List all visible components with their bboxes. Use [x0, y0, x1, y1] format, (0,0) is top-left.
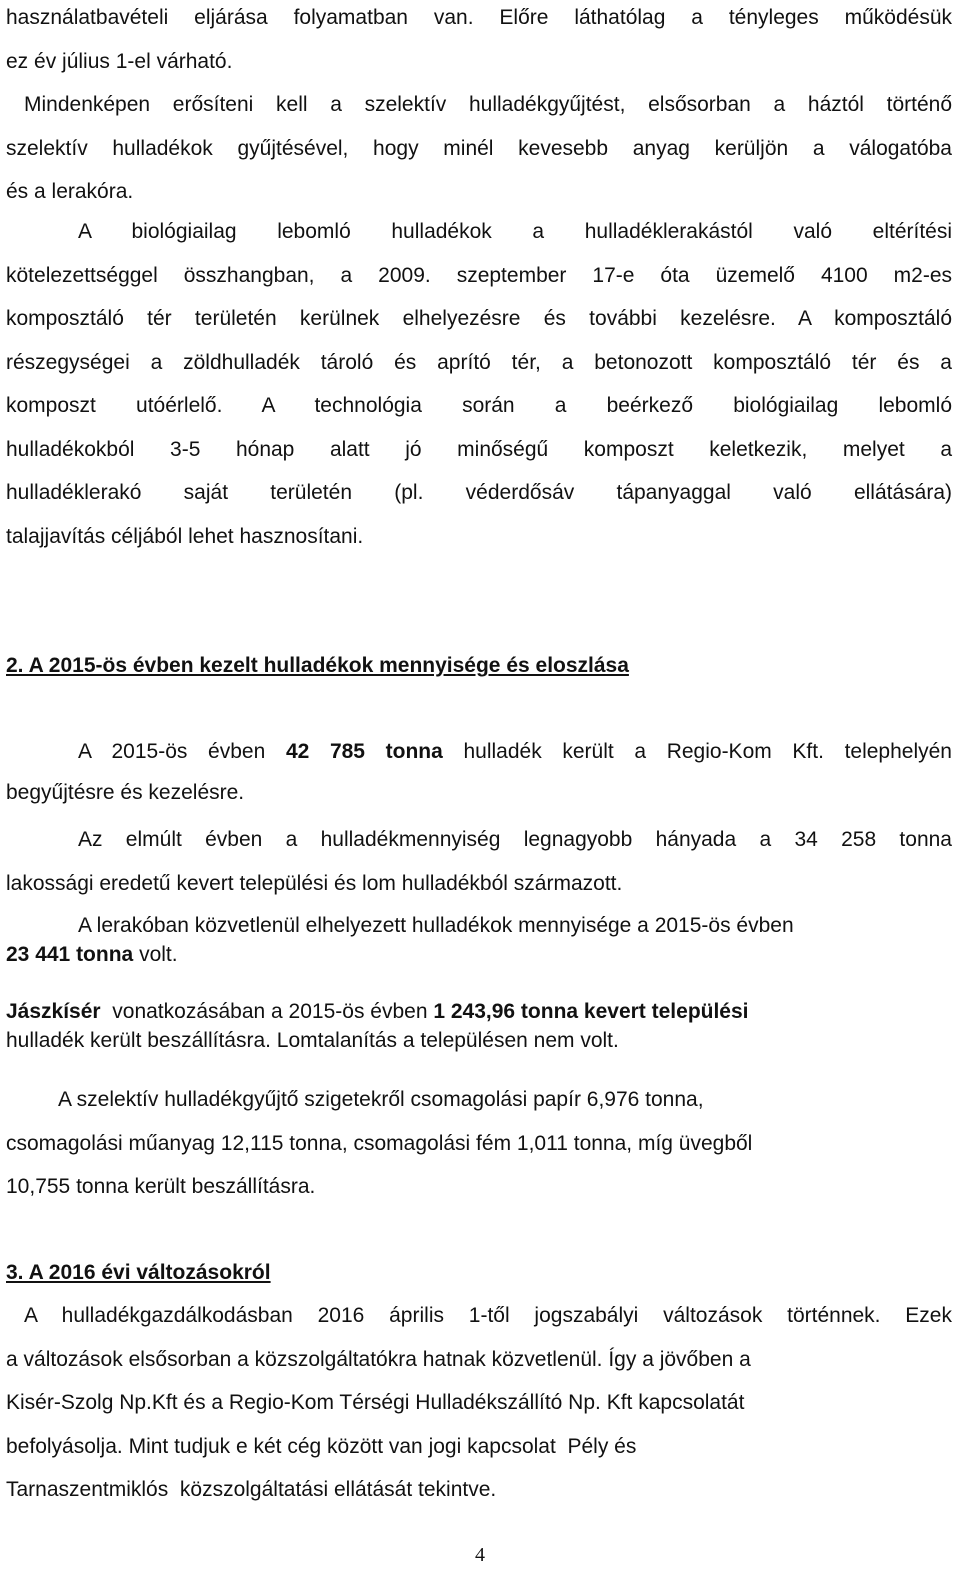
- paragraph-selective-islands: [6, 1082, 952, 1213]
- section-3-heading: 3. A 2016 évi változásokról: [6, 1261, 271, 1284]
- page-number: 4: [475, 1544, 485, 1566]
- text-line: [6, 941, 952, 970]
- text-line: csomagolási műanyag 12,115 tonna, csomagolási fém 1,011 tonna, míg üvegből: [6, 1131, 753, 1155]
- text-line: szelektív hulladékok gyűjtésével, hogy minél kevesebb anyag kerüljön a válogatóba: [6, 136, 952, 160]
- text-line: komposzt utóérlelő. A technológia során a beérkező biológiailag lebomló: [6, 394, 952, 417]
- text-line: A szelektív hulladékgyűjtő szigetekről csomagolási papír 6,976 tonna,: [58, 1088, 704, 1111]
- text-line: A biológiailag lebomló hulladékok a hulladéklerakástól való eltérítési: [78, 220, 952, 243]
- text-line: használatbavételi eljárása folyamatban van. Előre láthatólag a tényleges működésük: [6, 6, 952, 29]
- text-line: komposztáló tér területén kerülnek elhelyezésre és további kezelésre. A komposztáló: [6, 307, 952, 330]
- paragraph-2015-total: [6, 734, 952, 818]
- landfilled-tonnage: 23 441 tonna: [6, 943, 134, 966]
- text-line: és a lerakóra.: [6, 180, 134, 203]
- text-line: kötelezettséggel összhangban, a 2009. szeptember 17-e óta üzemelő 4100 m2-es: [6, 263, 952, 287]
- text-line: A lerakóban közvetlenül elhelyezett hulladékok mennyisége a 2015-ös évben: [78, 914, 794, 937]
- section-2-heading: 2. A 2015-ös évben kezelt hulladékok mennyisége és eloszlása: [6, 654, 629, 677]
- paragraph-composting: [6, 214, 952, 562]
- text-line: részegységei a zöldhulladék tároló és aprító tér, a betonozott komposztáló tér és a: [6, 350, 952, 374]
- text-line: hulladék került beszállításra. Lomtalanítás a településen nem volt.: [6, 1029, 619, 1052]
- settlement-tonnage: 1 243,96 tonna kevert települési: [433, 1000, 749, 1023]
- text-line: begyűjtésre és kezelésre.: [6, 780, 245, 804]
- text-line: Kisér-Szolg Np.Kft és a Regio-Kom Térségi Hulladékszállító Np. Kft kapcsolatát: [6, 1391, 745, 1414]
- paragraph-operation-status: [6, 0, 952, 87]
- text-line: Tarnaszentmiklós közszolgáltatási ellátását tekintve.: [6, 1478, 497, 1501]
- text-line: A hulladékgazdálkodásban 2016 április 1-től jogszabályi változások történnek. Ezek: [24, 1304, 952, 1327]
- text-line: Mindenképen erősíteni kell a szelektív hulladékgyűjtést, elsősorban a háztól történő: [24, 93, 952, 116]
- text-line: a változások elsősorban a közszolgáltatókra hatnak közvetlenül. Így a jövőben a: [6, 1347, 751, 1371]
- text-line: befolyásolja. Mint tudjuk e két cég között van jogi kapcsolat Pély és: [6, 1434, 637, 1458]
- text-line: hulladéklerakó saját területén (pl. véderdősáv tápanyaggal való ellátására): [6, 481, 952, 504]
- paragraph-landfilled: [6, 912, 952, 970]
- text-run: hulladék került a Regio-Kom Kft. telephelyén: [442, 740, 952, 763]
- total-tonnage: 42 785 tonna: [285, 740, 443, 763]
- text-line: lakossági eredetű kevert települési és lom hulladékból származott.: [6, 871, 623, 895]
- text-run: volt.: [133, 943, 178, 966]
- paragraph-jaszkiser: [6, 998, 952, 1056]
- text-line: hulladékokból 3-5 hónap alatt jó minőségű komposzt keletkezik, melyet a: [6, 437, 952, 461]
- text-line: [6, 998, 952, 1027]
- text-run: A 2015-ös évben: [78, 740, 286, 763]
- text-line: talajjavítás céljából lehet hasznosítani.: [6, 524, 364, 548]
- paragraph-2016-changes: [6, 1298, 952, 1516]
- settlement-name: Jászkísér: [6, 1000, 101, 1023]
- text-line: Az elmúlt évben a hulladékmennyiség legnagyobb hányada a 34 258 tonna: [78, 828, 952, 851]
- text-line: 10,755 tonna került beszállításra.: [6, 1175, 316, 1198]
- paragraph-largest-share: [6, 822, 952, 909]
- text-line: [6, 734, 952, 778]
- paragraph-selective-collection: [6, 87, 952, 218]
- text-run: vonatkozásában a 2015-ös évben: [100, 1000, 434, 1023]
- text-line: ez év július 1-el várható.: [6, 49, 233, 73]
